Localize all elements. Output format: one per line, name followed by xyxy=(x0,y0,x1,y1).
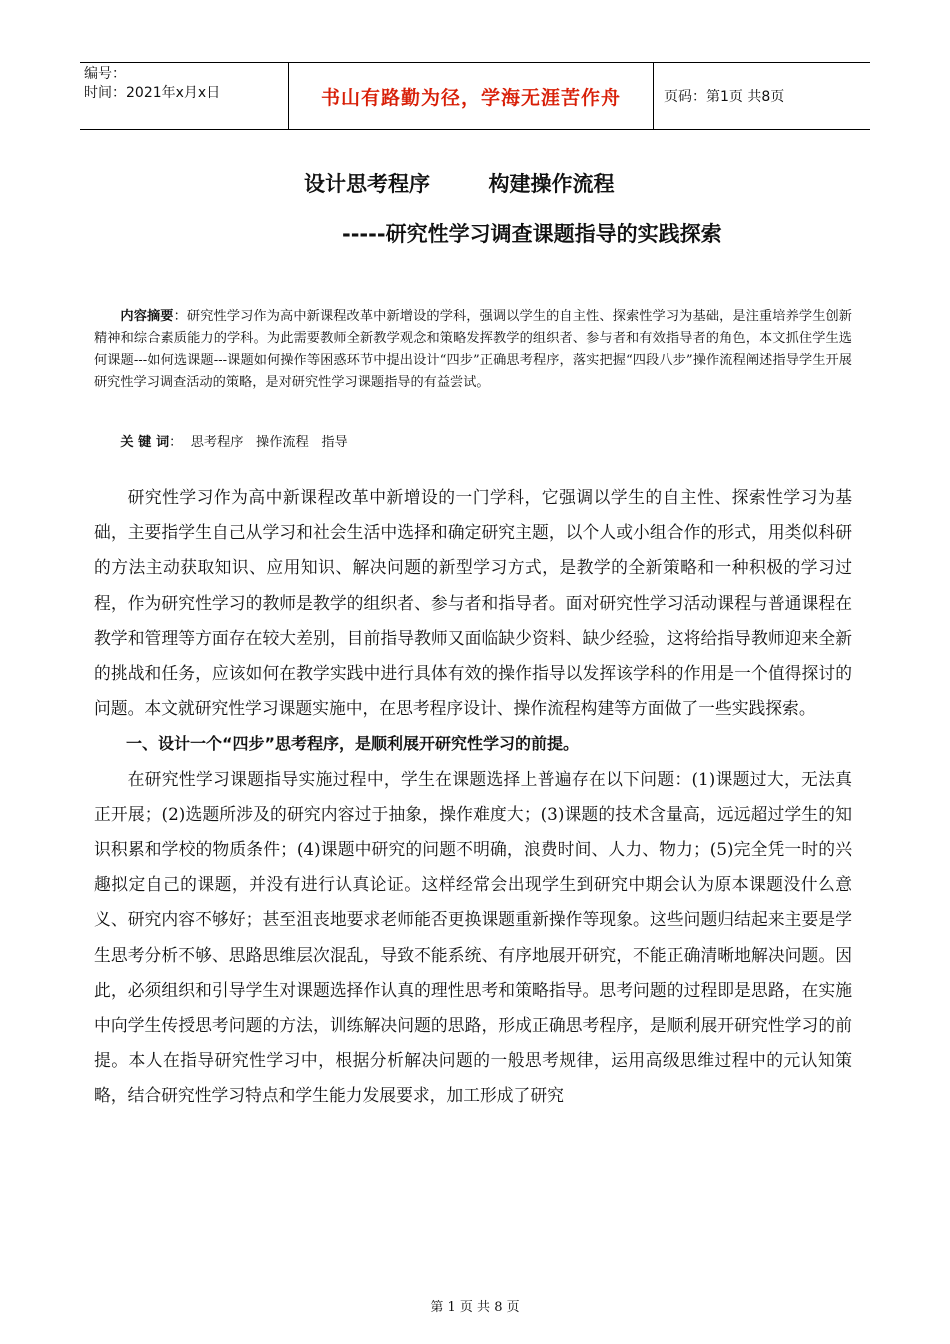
abstract xyxy=(94,306,852,394)
paragraph-section-1: 在研究性学习课题指导实施过程中，学生在课题选择上普遍存在以下问题：(1)课题过大，无法真正开展；(2)选题所涉及的研究内容过于抽象，操作难度大；(3)课题的技术含量高，远远超过学生的知识积累和学校的物质条件；(4)课题中研究的问题不明确，浪费时间、人力、物力；(5)完全凭一时的兴趣拟定自己的课题，并没有进行认真论证。这样经常会出现学生到研究中期会认为原本课题没什么意义、研究内容不够好；甚至沮丧地要求老师能否更换课题重新操作等现象。这些问题归结起来主要是学生思考分析不够、思路思维层次混乱，导致不能系统、有序地展开研究，不能正确清晰地解决问题。因此，必须组织和引导学生对课题选择作认真的理性思考和策略指导。思考问题的过程即是思路，在实施中向学生传授思考问题的方法，训练解决问题的思路，形成正确思考程序，是顺利展开研究性学习的前提。本人在指导研究性学习中，根据分析解决问题的一般思考规律，运用高级思维过程中的元认知策略，结合研究性学习特点和学生能力发展要求，加工形成了研究 xyxy=(94,768,852,1106)
time-label: 时间：2021年x月x日 xyxy=(84,85,221,101)
body-text xyxy=(94,480,852,1114)
header-motto: 书山有路勤为径，学海无涯苦作舟 xyxy=(289,63,654,129)
document-title: 设计思考程序 构建操作流程 xyxy=(304,172,615,196)
abstract-label: 内容摘要 xyxy=(120,309,174,324)
keywords-text: ： 思考程序 操作流程 指导 xyxy=(169,435,348,450)
header-page-info: 页码：第1页 共8页 xyxy=(664,89,785,105)
section-heading-1: 一、设计一个“四步”思考程序，是顺利展开研究性学习的前提。 xyxy=(126,734,580,754)
header-meta xyxy=(80,63,289,129)
keywords-label: 关 键 词 xyxy=(120,435,170,450)
paragraph-intro: 研究性学习作为高中新课程改革中新增设的一门学科，它强调以学生的自主性、探索性学习为基础，主要指学生自己从学习和社会生活中选择和确定研究主题，以个人或小组合作的形式，用类似科研的方法主动获取知识、应用知识、解决问题的新型学习方式，是教学的全新策略和一种积极的学习过程，作为研究性学习的教师是教学的组织者、参与者和指导者。面对研究性学习活动课程与普通课程在教学和管理等方面存在较大差别，目前指导教师又面临缺少资料、缺少经验，这将给指导教师迎来全新的挑战和任务，应该如何在教学实践中进行具体有效的操作指导以发挥该学科的作用是一个值得探讨的问题。本文就研究性学习课题实施中，在思考程序设计、操作流程构建等方面做了一些实践探索。 xyxy=(94,487,852,719)
code-label: 编号： xyxy=(84,66,126,82)
document-subtitle: -----研究性学习调查课题指导的实践探索 xyxy=(342,222,722,246)
page-header xyxy=(80,62,870,130)
abstract-text: ：研究性学习作为高中新课程改革中新增设的学科，强调以学生的自主性、探索性学习为基础，是注重培养学生创新精神和综合素质能力的学科。为此需要教师全新教学观念和策略发挥教学的组织者、参与者和有效指导者的角色，本文抓住学生选何课题---如何选课题---课题如何操作等困惑环节中提出设计“四步”正确思考程序，落实把握“四段八步”操作流程阐述指导学生开展研究性学习调查活动的策略，是对研究性学习课题指导的有益尝试。 xyxy=(94,309,852,390)
keywords xyxy=(94,432,852,454)
page-footer: 第 1 页 共 8 页 xyxy=(430,1300,520,1315)
